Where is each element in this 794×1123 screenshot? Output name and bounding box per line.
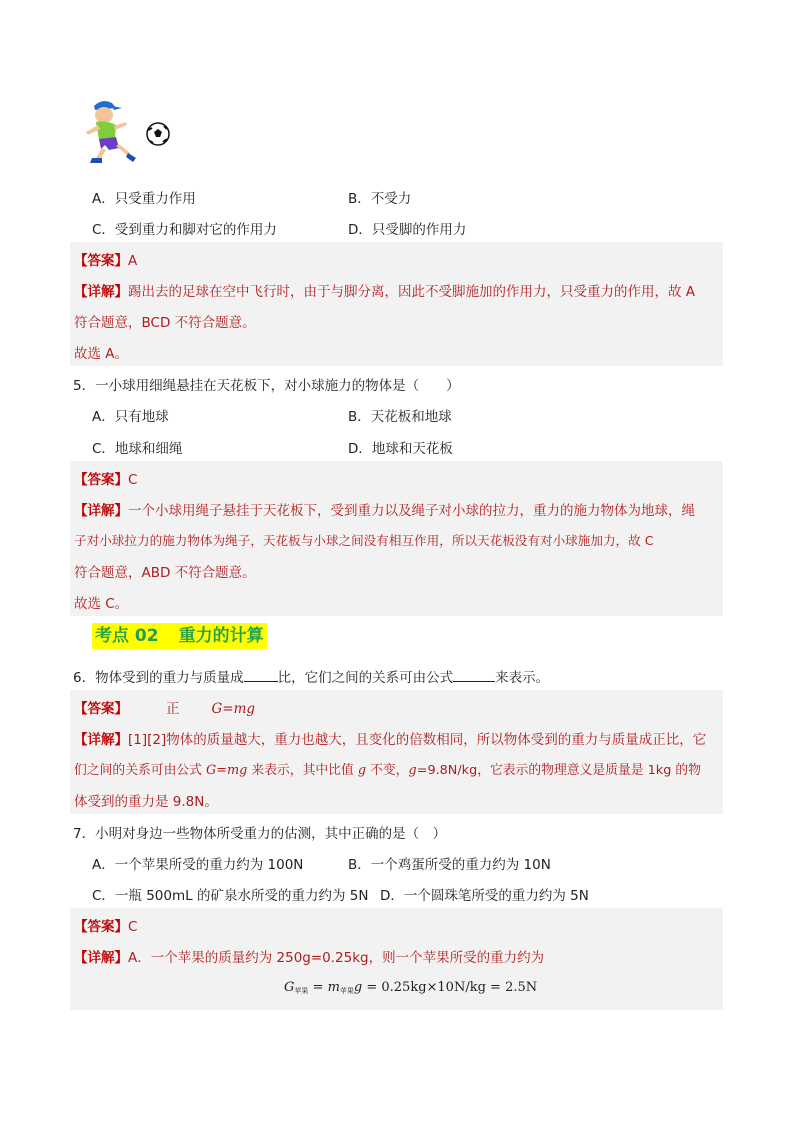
q5-detail-line-3: 符合题意，ABD 不符合题意。 <box>74 565 256 581</box>
q6-answer-2: G=mg <box>211 701 256 717</box>
q5-answer-line <box>74 468 137 488</box>
q4-answer: A <box>128 253 138 269</box>
q6-answer-1: 正 <box>166 701 180 717</box>
q7-option-b: B．一个鸡蛋所受的重力约为 10N <box>348 857 551 873</box>
q7-detail-line-1 <box>74 946 544 966</box>
q5-conclusion: 故选 C。 <box>74 596 129 612</box>
q7-option-c: C．一瓶 500mL 的矿泉水所受的重力约为 5N <box>92 888 369 904</box>
section-title: 重力的计算 <box>178 626 264 646</box>
boy-kicking-ball-illustration <box>78 98 173 164</box>
q5-detail-text-1: 一个小球用绳子悬挂于天花板下，受到重力以及绳子对小球的拉力，重力的施力物体为地球，绳 <box>128 503 695 519</box>
q7-detail-text-1: A．一个苹果的质量约为 250g=0.25kg，则一个苹果所受的重力约为 <box>128 950 545 966</box>
q5-option-a: A．只有地球 <box>92 409 169 425</box>
q4-option-a: A．只受重力作用 <box>92 191 196 207</box>
q4-option-b: B．不受力 <box>348 191 412 207</box>
answer-tag: 【答案】 <box>74 472 128 488</box>
q6-detail-line-3: 体受到的重力是 9.8N。 <box>74 794 218 810</box>
q7-answer-line <box>74 915 137 935</box>
q4-answer-line <box>74 249 137 269</box>
blank-2 <box>453 669 495 682</box>
q5-answer: C <box>128 472 138 488</box>
blank-1 <box>244 669 278 682</box>
q6-detail-line-1 <box>74 728 706 748</box>
q5-detail-line-1 <box>74 499 695 519</box>
q6-detail-line-2: 们之间的关系可由公式 G=mg 来表示，其中比值 g 不变，g=9.8N/kg，它表示的物理意义是质量是 1kg 的物 <box>74 763 701 778</box>
q6-stem-part-3: 来表示。 <box>495 670 550 686</box>
q6-stem-part-1: 6．物体受到的重力与质量成 <box>73 670 244 686</box>
detail-tag: 【详解】 <box>74 950 128 966</box>
q4-option-d: D．只受脚的作用力 <box>348 222 467 238</box>
section-label: 考点 02 <box>95 626 159 646</box>
q7-answer: C <box>128 919 138 935</box>
q4-option-c: C．受到重力和脚对它的作用力 <box>92 222 277 238</box>
q7-stem: 7．小明对身边一些物体所受重力的估测，其中正确的是（ ） <box>73 826 447 842</box>
q6-detail-text-1: [1][2]物体的质量越大，重力也越大，且变化的倍数相同，所以物体受到的重力与质量成正比，它 <box>128 732 707 748</box>
q6-answer-line <box>74 697 255 717</box>
q6-stem <box>73 666 549 686</box>
q4-detail-line-2: 符合题意，BCD 不符合题意。 <box>74 315 256 331</box>
q7-option-a: A．一个苹果所受的重力约为 100N <box>92 857 304 873</box>
detail-tag: 【详解】 <box>74 732 128 748</box>
answer-tag: 【答案】 <box>74 253 128 269</box>
detail-tag: 【详解】 <box>74 503 128 519</box>
q5-option-d: D．地球和天花板 <box>348 441 453 457</box>
answer-tag: 【答案】 <box>74 919 128 935</box>
section-heading <box>92 623 267 649</box>
q7-answer-box <box>70 908 723 1010</box>
q6-answer-box <box>70 690 723 814</box>
q6-stem-part-2: 比，它们之间的关系可由公式 <box>277 670 454 686</box>
q7-option-d: D．一个圆珠笔所受的重力约为 5N <box>380 888 589 904</box>
q4-detail-line-1 <box>74 280 695 300</box>
answer-tag: 【答案】 <box>74 701 128 717</box>
q4-answer-box <box>70 242 723 366</box>
q4-detail-text-1: 踢出去的足球在空中飞行时，由于与脚分离，因此不受脚施加的作用力，只受重力的作用，故 A <box>128 284 696 300</box>
q7-formula: $G_{苹果} = m_{苹果}g = 0.25kg\times 10N/kg = 2.5N$ <box>284 980 538 995</box>
q4-conclusion: 故选 A。 <box>74 346 129 362</box>
detail-tag: 【详解】 <box>74 284 128 300</box>
q5-answer-box <box>70 461 723 616</box>
q5-stem: 5．一小球用细绳悬挂在天花板下，对小球施力的物体是（ ） <box>73 378 460 394</box>
q5-option-b: B．天花板和地球 <box>348 409 452 425</box>
q5-detail-line-2: 子对小球拉力的施力物体为绳子，天花板与小球之间没有相互作用，所以天花板没有对小球施加力，故 C <box>74 533 654 548</box>
q5-option-c: C．地球和细绳 <box>92 441 183 457</box>
